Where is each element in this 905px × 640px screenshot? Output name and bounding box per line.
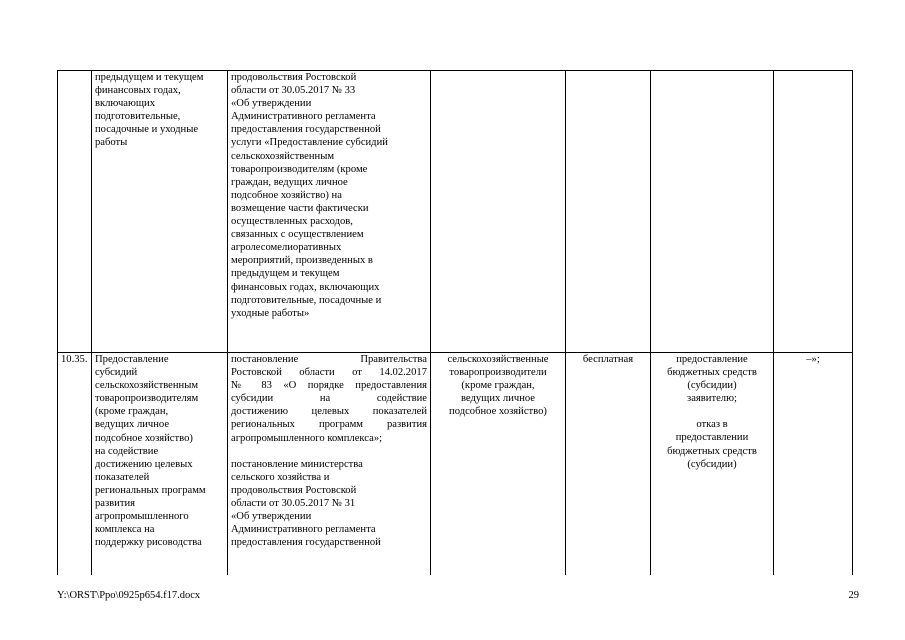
table-row xyxy=(58,71,853,353)
text-line: заявителю; xyxy=(687,393,737,405)
text-line: Административного регламента xyxy=(231,524,376,536)
text-line: агролесомелиоративных xyxy=(231,242,342,254)
text-line: (кроме граждан, xyxy=(461,380,535,392)
text-line: поддержку рисоводства xyxy=(95,537,202,549)
cell-result xyxy=(651,71,774,353)
text-line: предоставление xyxy=(676,354,748,365)
cell-legal-basis xyxy=(228,71,431,353)
text-line: предоставлении xyxy=(675,432,749,444)
cell-number: 10.35. xyxy=(58,353,92,576)
cell-fee: бесплатная xyxy=(566,353,651,576)
text-line: достижению целевых показателей xyxy=(231,406,427,418)
cell-number xyxy=(58,71,92,353)
regulation-table xyxy=(57,70,853,575)
text-line: возмещение части фактически xyxy=(231,202,369,214)
text-line: товаропроизводители xyxy=(449,367,547,379)
text-line: осуществленных расходов, xyxy=(231,216,353,228)
text-line: предыдущем и текущем xyxy=(95,72,204,83)
text-line: ведущих личное xyxy=(95,419,170,431)
text-line: уходные работы» xyxy=(231,307,310,319)
text-line: Административного регламента xyxy=(231,111,376,123)
text-line: области от 30.05.2017 № 33 xyxy=(231,85,356,97)
text-line: агропромышленного комплекса»; xyxy=(231,432,383,444)
text-line: (кроме граждан, xyxy=(95,406,169,418)
text-line: постановление Правительства xyxy=(231,354,427,365)
text-line: подсобное хозяйство) xyxy=(95,432,193,444)
text-line: сельскохозяйственные xyxy=(447,354,549,365)
cell-fee xyxy=(566,71,651,353)
text-line: «Об утверждении xyxy=(231,511,312,523)
text-line: бюджетных средств xyxy=(667,367,757,379)
text-line: развития xyxy=(95,498,136,510)
cell-extra: –»; xyxy=(774,353,853,576)
text-line: № 83 «О порядке предоставления xyxy=(231,380,427,392)
text-line: бюджетных средств xyxy=(667,445,757,457)
footer-page-number: 29 xyxy=(848,590,859,601)
text-line: товаропроизводителям xyxy=(95,393,199,405)
text-line: мероприятий, произведенных в xyxy=(231,255,373,267)
text-line: услуги «Предоставление субсидий xyxy=(231,137,388,149)
text-line: комплекса на xyxy=(95,524,155,536)
text-line: подсобное хозяйство) xyxy=(449,406,547,418)
text-line: (субсидии) xyxy=(687,380,737,392)
text-line: предоставления государственной xyxy=(231,124,381,136)
text-line: субсидии на содействие xyxy=(231,393,427,405)
text-line: подсобное хозяйство) на xyxy=(231,189,342,201)
text-line: продовольствия Ростовской xyxy=(231,484,357,496)
text-line: отказ в xyxy=(696,419,728,431)
cell-service-name xyxy=(92,353,228,576)
text-line: включающих xyxy=(95,98,156,110)
text-line: работы xyxy=(95,137,128,149)
text-line: постановление министерства xyxy=(231,458,363,470)
text-line: достижению целевых xyxy=(95,458,193,470)
text-line: граждан, ведущих личное xyxy=(231,176,348,188)
text-line: показателей xyxy=(95,471,150,483)
text-line: Ростовской области от 14.02.2017 xyxy=(231,367,427,379)
cell-legal-basis xyxy=(228,353,431,576)
cell-recipient xyxy=(431,71,566,353)
text-line: «Об утверждении xyxy=(231,98,312,110)
cell-recipient xyxy=(431,353,566,576)
text-line: сельского хозяйства и xyxy=(231,471,330,483)
cell-service-name xyxy=(92,71,228,353)
text-line: предоставления государственной xyxy=(231,537,381,549)
text-line: региональных программ развития xyxy=(231,419,427,431)
text-line: ведущих личное xyxy=(460,393,536,405)
text-line: области от 30.05.2017 № 31 xyxy=(231,497,356,509)
table-row xyxy=(58,353,853,576)
text-line: сельскохозяйственным xyxy=(231,150,335,162)
text-line: продовольствия Ростовской xyxy=(231,72,357,83)
text-line: субсидий xyxy=(95,367,138,379)
text-line: агропромышленного xyxy=(95,511,189,523)
cell-result xyxy=(651,353,774,576)
text-line: сельскохозяйственным xyxy=(95,380,199,392)
text-line: финансовых годах, включающих xyxy=(231,281,380,293)
text-line: финансовых годах, xyxy=(95,85,181,97)
text-line: региональных программ xyxy=(95,484,206,496)
cell-extra xyxy=(774,71,853,353)
text-line: связанных с осуществлением xyxy=(231,229,364,241)
footer-file-path: Y:\ORST\Ppo\0925p654.f17.docx xyxy=(57,590,201,601)
text-line: Предоставление xyxy=(95,354,169,365)
text-line: посадочные и уходные xyxy=(95,124,199,136)
text-line: на содействие xyxy=(95,445,159,457)
text-line: (субсидии) xyxy=(687,458,737,470)
text-line: подготовительные, xyxy=(95,111,181,123)
text-line: товаропроизводителям (кроме xyxy=(231,163,368,175)
text-line: предыдущем и текущем xyxy=(231,268,340,280)
text-line: подготовительные, посадочные и xyxy=(231,294,382,306)
